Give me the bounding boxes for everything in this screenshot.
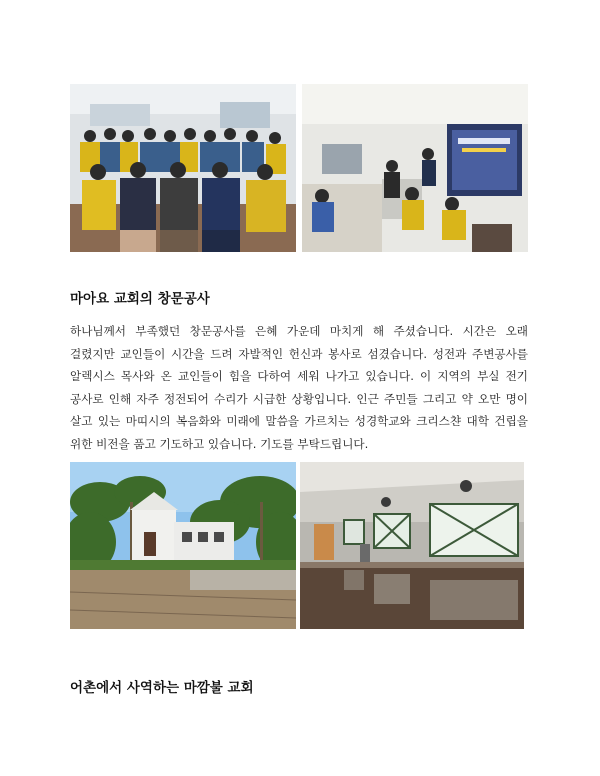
- church-exterior-photo: [70, 462, 296, 629]
- paragraph-line: 알렉시스 목사와 온 교인들이 힘을 다하여 세워 나가고 있습니다. 이 지역의 부실 전기: [70, 369, 528, 383]
- church-interior-windows-photo: [300, 462, 524, 629]
- section-body-paragraph: [70, 320, 528, 455]
- paragraph-line: 살고 있는 마띠시의 복음화와 미래에 말씀을 가르치는 성경학교와 크리스챤 대학 건립을: [70, 414, 528, 428]
- paragraph-line: 걸렸지만 교인들이 시간을 드려 자발적인 헌신과 봉사로 섬겼습니다. 성전과 주변공사를: [70, 346, 528, 361]
- paragraph-line: 하나님께서 부족했던 창문공사를 은혜 가운데 마치게 해 주셨습니다. 시간은 오래: [70, 324, 528, 338]
- section-title-fishing-village-church: 어촌에서 사역하는 마깜불 교회: [70, 680, 254, 696]
- group-photo: [70, 84, 296, 252]
- paragraph-line: 위한 비전을 품고 기도하고 있습니다. 기도를 부탁드립니다.: [70, 436, 369, 451]
- section-title-window-construction: 마아요 교회의 창문공사: [70, 291, 210, 307]
- presentation-room-photo: [302, 84, 528, 252]
- paragraph-line: 공사로 인해 자주 정전되어 수리가 시급한 상황입니다. 인근 주민들 그리고 약 오만 명이: [70, 391, 528, 406]
